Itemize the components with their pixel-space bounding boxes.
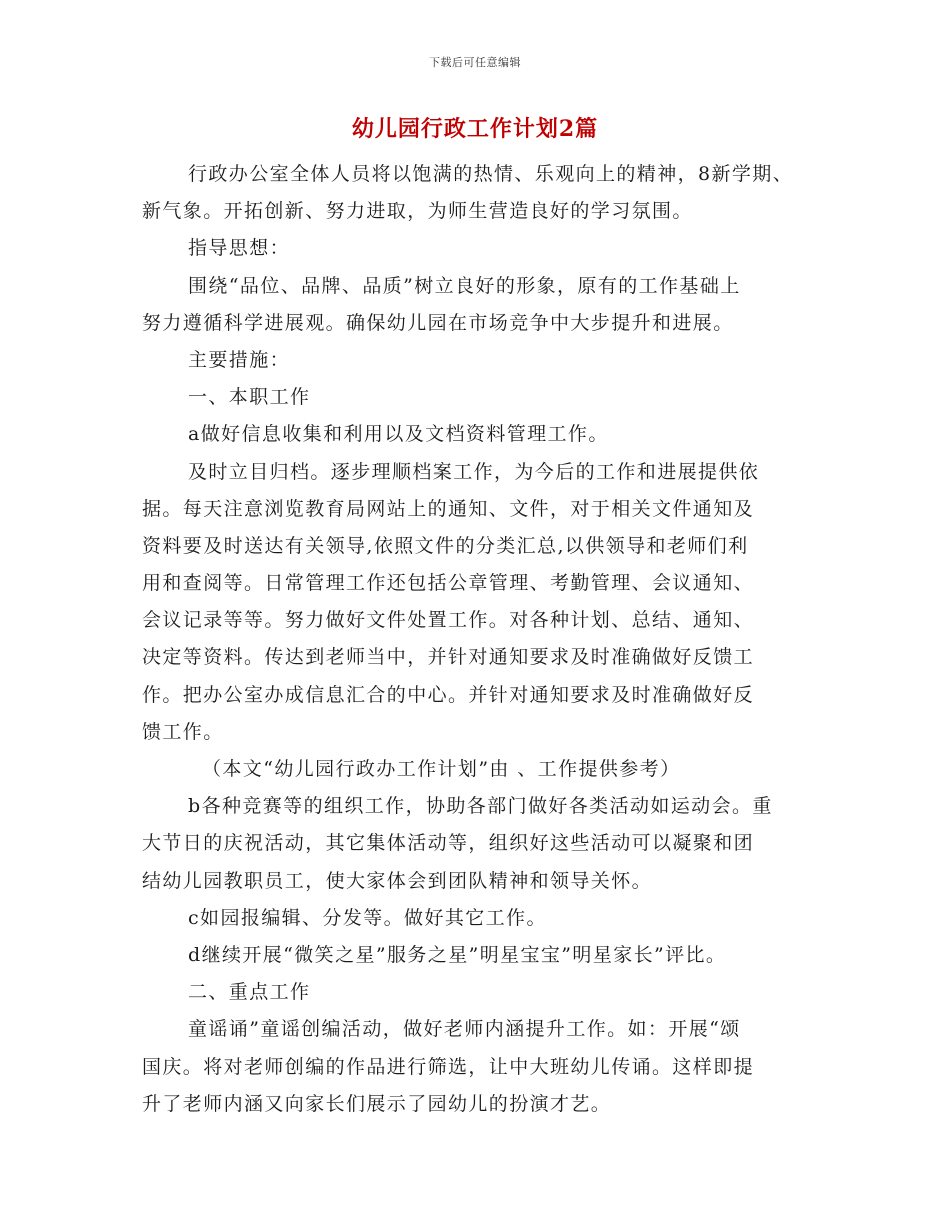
document-title: 幼儿园行政工作计划2篇 bbox=[351, 116, 599, 142]
paragraph-line: 作。把办公室办成信息汇合的中心。并针对通知要求及时准确做好反 bbox=[142, 683, 755, 706]
paragraph-line: 努力遵循科学进展观。确保幼儿园在市场竞争中大步提升和进展。 bbox=[142, 311, 734, 334]
paragraph-line: 馈工作。 bbox=[142, 720, 224, 743]
paragraph-line: 指导思想： bbox=[188, 237, 291, 260]
paragraph-line: 据。每天注意浏览教育局网站上的通知、文件，对于相关文件通知及 bbox=[142, 497, 755, 520]
paragraph-line: 升了老师内涵又向家长们展示了园幼儿的扮演才艺。 bbox=[142, 1092, 612, 1115]
paragraph-line: 结幼儿园教职员工，使大家体会到团队精神和领导关怀。 bbox=[142, 869, 653, 892]
paragraph-line: 决定等资料。传达到老师当中，并针对通知要求及时准确做好反馈工 bbox=[142, 646, 755, 669]
paragraph-line: a做好信息收集和利用以及文档资料管理工作。 bbox=[188, 423, 609, 446]
paragraph-line: b各种竞赛等的组织工作，协助各部门做好各类活动如运动会。重 bbox=[188, 795, 773, 818]
paragraph-line: 一、本职工作 bbox=[188, 386, 311, 409]
paragraph-line: d继续开展“微笑之星”服务之星”明星宝宝”明星家长”评比。 bbox=[188, 943, 727, 966]
header-note: 下载后可任意编辑 bbox=[429, 56, 521, 69]
document-body bbox=[142, 156, 832, 1123]
paragraph-line: 资料要及时送达有关领导,依照文件的分类汇总,以供领导和老师们利 bbox=[142, 534, 749, 557]
paragraph-line: 二、重点工作 bbox=[188, 981, 311, 1004]
paragraph-line: 大节日的庆祝活动，其它集体活动等，组织好这些活动可以凝聚和团 bbox=[142, 832, 755, 855]
paragraph-line: 童谣诵”童谣创编活动，做好老师内涵提升工作。如：开展“颂 bbox=[188, 1018, 741, 1041]
paragraph-line: c如园报编辑、分发等。做好其它工作。 bbox=[188, 906, 547, 929]
paragraph-line: 会议记录等等。努力做好文件处置工作。对各种计划、总结、通知、 bbox=[142, 609, 755, 632]
paragraph-line: 及时立目归档。逐步理顺档案工作，为今后的工作和进展提供依 bbox=[188, 460, 760, 483]
paragraph-line: 行政办公室全体人员将以饱满的热情、乐观向上的精神，8新学期、 bbox=[188, 163, 794, 185]
paragraph-line: 用和查阅等。日常管理工作还包括公章管理、考勤管理、会议通知、 bbox=[142, 572, 755, 595]
paragraph-line: 主要措施： bbox=[188, 348, 291, 371]
paragraph-line: 新气象。开拓创新、努力进取，为师生营造良好的学习氛围。 bbox=[142, 200, 693, 223]
paragraph-line: 国庆。将对老师创编的作品进行筛选，让中大班幼儿传诵。这样即提 bbox=[142, 1055, 755, 1078]
paragraph-line: 围绕“品位、品牌、品质”树立良好的形象，原有的工作基础上 bbox=[188, 274, 741, 297]
paragraph-line: （本文“幼儿园行政办工作计划”由 、工作提供参考） bbox=[202, 758, 681, 780]
